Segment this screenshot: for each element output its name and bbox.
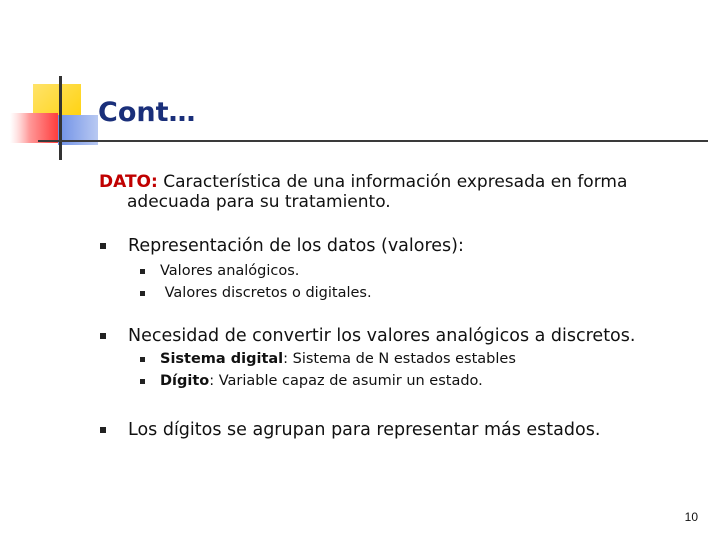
sub-bullet-strong: Dígito	[160, 373, 210, 389]
sub-bullet-text: Valores analógicos.	[160, 263, 300, 279]
bullet-text: Los dígitos se agrupan para representar más estados.	[128, 420, 601, 440]
sub-bullet-strong: Sistema digital	[160, 351, 284, 367]
definition-paragraph	[99, 172, 699, 212]
slide-title: Cont…	[98, 97, 196, 128]
definition-term: DATO:	[99, 172, 158, 192]
vertical-rule	[59, 76, 62, 160]
bullet-square-icon	[100, 333, 106, 339]
sub-bullet-rest: : Sistema de N estados estables	[283, 351, 516, 367]
definition-text-line-1: Característica de una información expresada en forma	[157, 172, 628, 192]
bullet-square-icon	[100, 427, 106, 433]
page-number: 10	[684, 510, 698, 524]
sub-bullet-text	[160, 372, 483, 390]
bullet-square-icon	[140, 269, 145, 274]
definition-text-line-2: adecuada para su tratamiento.	[127, 192, 391, 212]
sub-bullet-text: Valores discretos o digitales.	[160, 285, 372, 301]
bullet-square-icon	[100, 243, 106, 249]
red-bar	[10, 113, 58, 143]
bullet-square-icon	[140, 379, 145, 384]
bullet-square-icon	[140, 357, 145, 362]
bullet-square-icon	[140, 291, 145, 296]
bullet-text: Representación de los datos (valores):	[128, 236, 464, 256]
title-divider	[38, 140, 708, 142]
bullet-text: Necesidad de convertir los valores analógicos a discretos.	[128, 326, 636, 346]
corner-decoration	[0, 0, 110, 170]
sub-bullet-rest: : Variable capaz de asumir un estado.	[209, 373, 483, 389]
sub-bullet-text	[160, 350, 516, 368]
